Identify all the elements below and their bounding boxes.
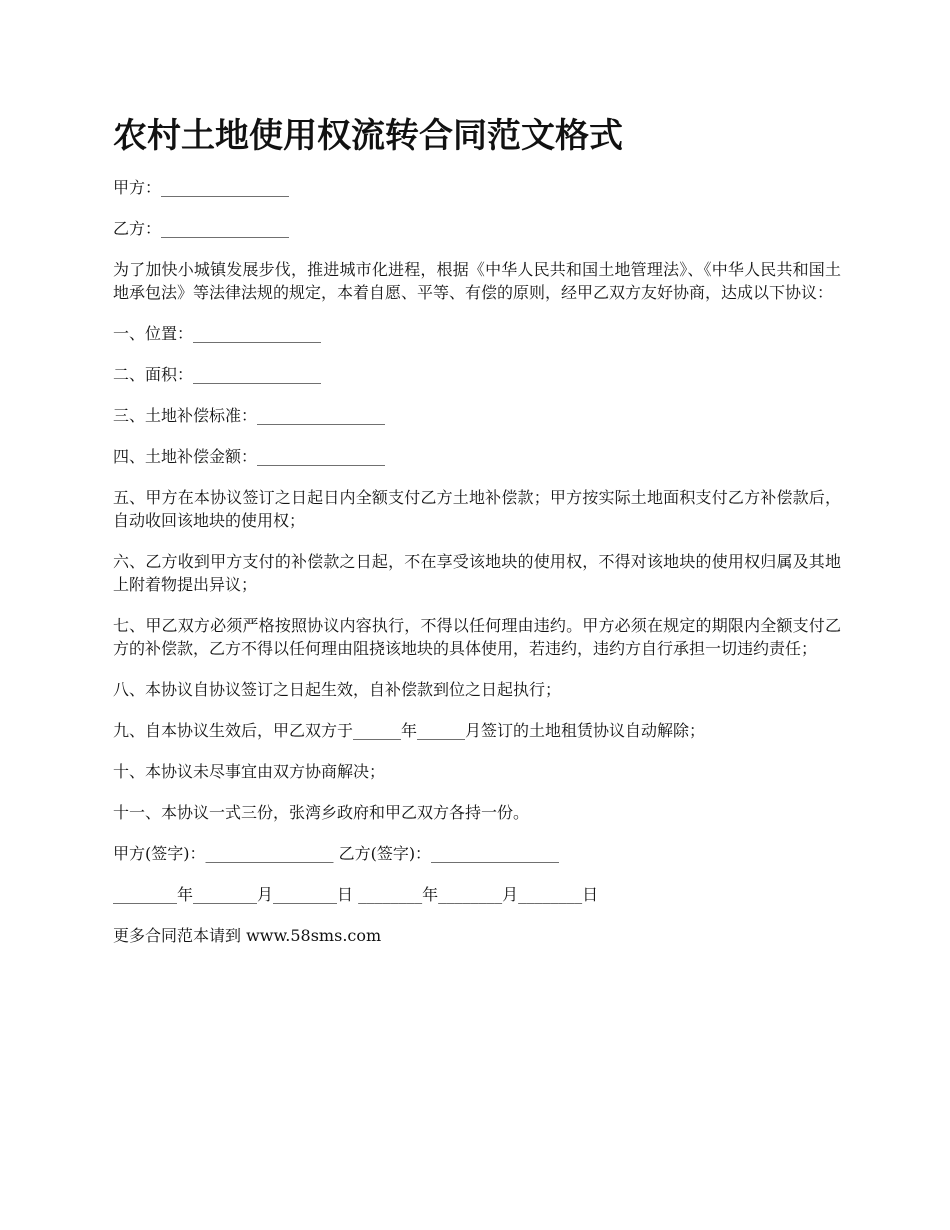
contract-document [113,112,841,965]
clause-usage-rights: 六、乙方收到甲方支付的补偿款之日起，不在享受该地块的使用权，不得对该地块的使用权归属及其地上附着物提出异议； [113,552,841,594]
clause-effective: 八、本协议自协议签订之日起生效，自补偿款到位之日起执行； [113,680,562,699]
clause-location: 一、位置：________________ [113,324,322,343]
clause-unresolved: 十、本协议未尽事宜由双方协商解决； [113,762,386,781]
clause-termination: 九、自本协议生效后，甲乙双方于______年______月签订的土地租赁协议自动解除； [113,721,706,740]
clause-breach: 七、甲乙双方必须严格按照协议内容执行，不得以任何理由违约。甲方必须在规定的期限内全额支付乙方的补偿款，乙方不得以任何理由阻挠该地块的具体使用，若违约，违约方自行承担一切违约责任； [113,616,841,658]
clause-compensation-amount: 四、土地补偿金额：________________ [113,447,386,466]
clause-payment: 五、甲方在本协议签订之日起日内全额支付乙方土地补偿款；甲方按实际土地面积支付乙方补偿款后，自动收回该地块的使用权； [113,488,841,530]
clause-area: 二、面积：________________ [113,365,322,384]
document-title: 农村土地使用权流转合同范文格式 [113,116,623,156]
clause-copies: 十一、本协议一式三份，张湾乡政府和甲乙双方各持一份。 [113,803,530,822]
party-a-line: 甲方：________________ [113,178,290,197]
signature-line: 甲方(签字)：________________ 乙方(签字)：________________ [113,844,560,863]
party-b-line: 乙方：________________ [113,219,290,238]
intro-paragraph: 为了加快小城镇发展步伐，推进城市化进程，根据《中华人民共和国土地管理法》、《中华人民共和国土地承包法》等法律法规的规定，本着自愿、平等、有偿的原则，经甲乙双方友好协商，达成以下协议： [113,260,841,302]
date-line: ________年________月________日 ________年________月________日 [113,885,599,904]
clause-compensation-standard: 三、土地补偿标准：________________ [113,406,386,425]
footer-note: 更多合同范本请到 www.58sms.com [113,926,382,945]
